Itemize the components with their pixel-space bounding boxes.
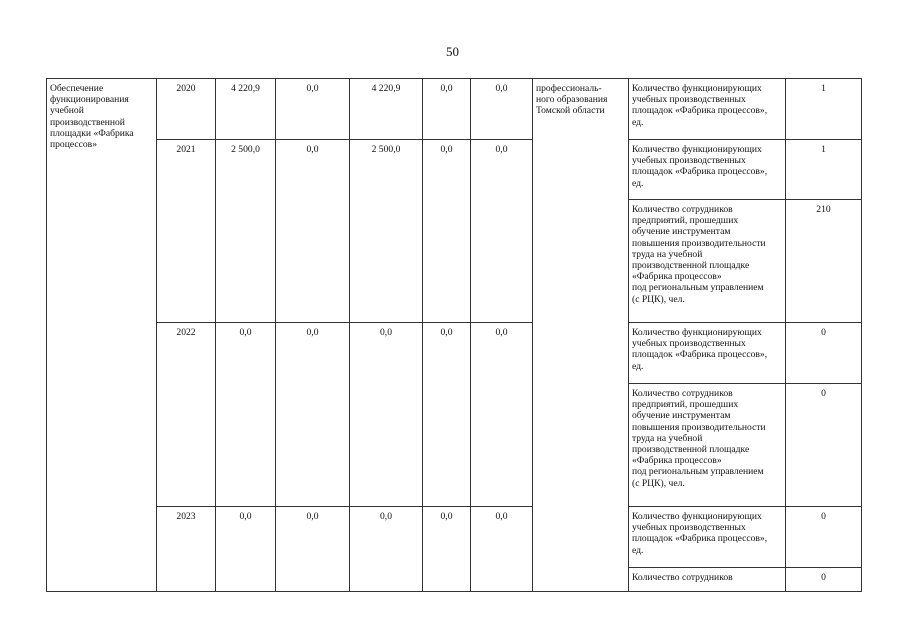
value-cell: 0,0 [423, 323, 471, 507]
table-row-2020 [47, 79, 862, 140]
value-cell: 0,0 [423, 507, 471, 592]
value-cell: 2 500,0 [350, 140, 423, 323]
value-cell: 0,0 [276, 507, 350, 592]
indicator-name-cell: Количество сотрудников предприятий, прошедших обучение инструментам повышения производительности труда на учебной производственной площадке «Фабрика процессов» под региональным управлением (с РЦК), чел. [629, 200, 786, 323]
year-cell: 2020 [157, 79, 216, 140]
value-cell: 4 220,9 [216, 79, 276, 140]
value-cell: 0,0 [471, 323, 533, 507]
table-row-2022 [47, 323, 862, 384]
year-cell: 2023 [157, 507, 216, 592]
indicator-value-cell: 1 [786, 79, 862, 140]
program-table [46, 78, 862, 592]
value-cell: 0,0 [471, 507, 533, 592]
value-cell: 0,0 [423, 140, 471, 323]
executor-cell: профессиональ- ного образования Томской области [533, 79, 629, 592]
value-cell: 0,0 [276, 140, 350, 323]
year-cell: 2022 [157, 323, 216, 507]
value-cell: 0,0 [350, 507, 423, 592]
value-cell: 0,0 [276, 323, 350, 507]
indicator-value-cell: 210 [786, 200, 862, 323]
indicator-value-cell: 0 [786, 384, 862, 507]
page-number: 50 [446, 44, 459, 59]
indicator-value-cell: 0 [786, 568, 862, 592]
indicator-name-cell: Количество функционирующих учебных производственных площадок «Фабрика процессов», ед. [629, 79, 786, 140]
indicator-name-cell: Количество функционирующих учебных производственных площадок «Фабрика процессов», ед. [629, 507, 786, 568]
table-row-2023 [47, 507, 862, 568]
value-cell: 0,0 [276, 79, 350, 140]
value-cell: 0,0 [423, 79, 471, 140]
table-row-2021 [47, 140, 862, 200]
value-cell: 0,0 [471, 79, 533, 140]
value-cell: 4 220,9 [350, 79, 423, 140]
value-cell: 0,0 [216, 507, 276, 592]
indicator-value-cell: 0 [786, 507, 862, 568]
value-cell: 0,0 [350, 323, 423, 507]
indicator-value-cell: 1 [786, 140, 862, 200]
value-cell: 0,0 [216, 323, 276, 507]
indicator-name-cell: Количество функционирующих учебных производственных площадок «Фабрика процессов», ед. [629, 323, 786, 384]
indicator-name-cell: Количество сотрудников [629, 568, 786, 592]
value-cell: 2 500,0 [216, 140, 276, 323]
year-cell: 2021 [157, 140, 216, 323]
indicator-name-cell: Количество сотрудников предприятий, прошедших обучение инструментам повышения производительности труда на учебной производственной площадке «Фабрика процессов» под региональным управлением (с РЦК), чел. [629, 384, 786, 507]
value-cell: 0,0 [471, 140, 533, 323]
indicator-value-cell: 0 [786, 323, 862, 384]
indicator-name-cell: Количество функционирующих учебных производственных площадок «Фабрика процессов», ед. [629, 140, 786, 200]
activity-cell: Обеспечение функционирования учебной производственной площадки «Фабрика процессов» [47, 79, 157, 592]
